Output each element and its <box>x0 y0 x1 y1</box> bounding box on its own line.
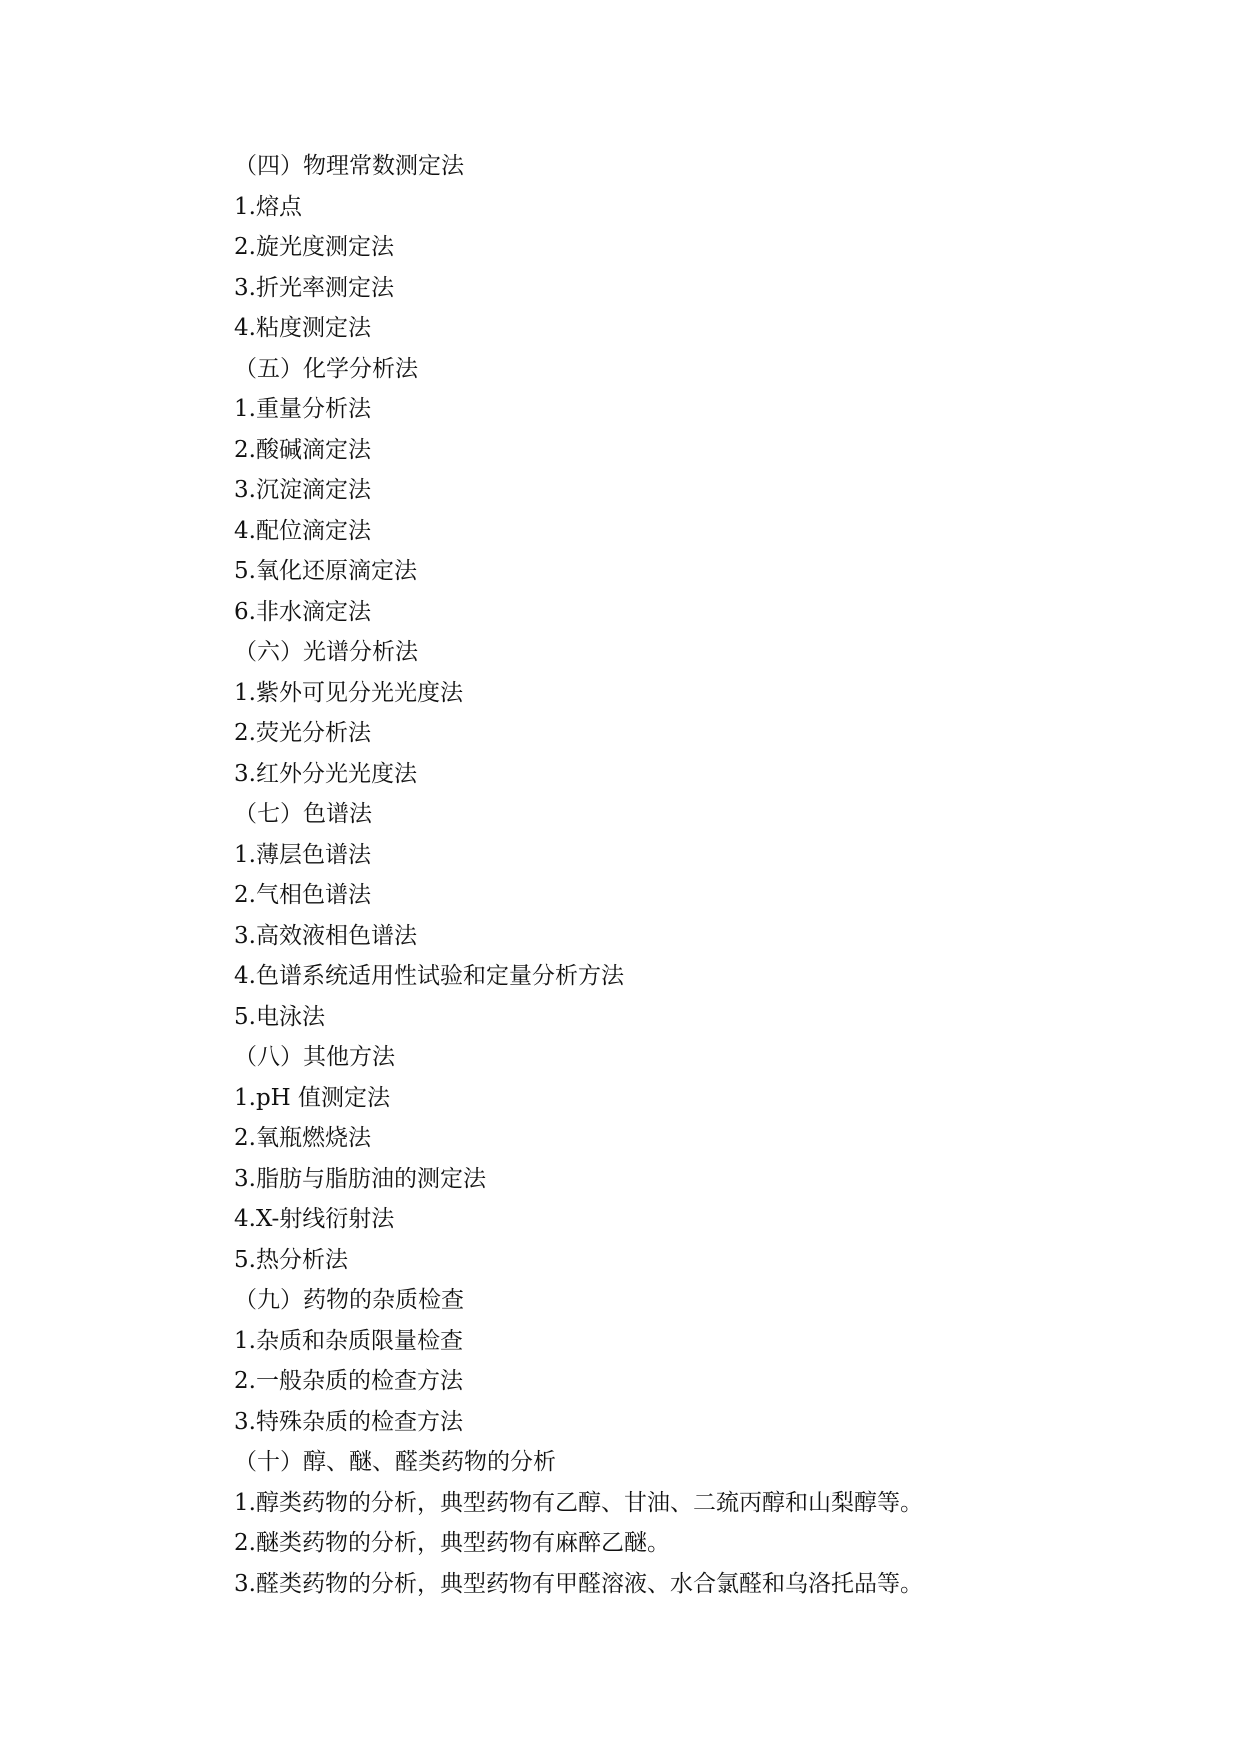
list-item: 2.醚类药物的分析，典型药物有麻醉乙醚。 <box>234 1530 670 1556</box>
section-heading-6: （六）光谱分析法 <box>234 639 418 665</box>
section-heading-10: （十）醇、醚、醛类药物的分析 <box>234 1449 556 1475</box>
list-item: 2.旋光度测定法 <box>234 234 394 260</box>
list-item: 3.高效液相色谱法 <box>234 922 417 949</box>
list-item: 3.醛类药物的分析，典型药物有甲醛溶液、水合氯醛和乌洛托品等。 <box>234 1570 923 1597</box>
list-item: 2.一般杂质的检查方法 <box>234 1368 463 1394</box>
list-item: 5.热分析法 <box>234 1246 348 1273</box>
list-item: 6.非水滴定法 <box>234 598 371 625</box>
list-item: 2.荧光分析法 <box>234 720 371 746</box>
list-item: 4.色谱系统适用性试验和定量分析方法 <box>234 963 624 989</box>
list-item: 3.沉淀滴定法 <box>234 477 371 503</box>
list-item: 4.粘度测定法 <box>234 315 371 341</box>
list-item: 3.折光率测定法 <box>234 274 394 301</box>
list-item: 2.氧瓶燃烧法 <box>234 1125 371 1151</box>
list-item: 4.X-射线衍射法 <box>234 1206 395 1232</box>
list-item: 2.气相色谱法 <box>234 882 371 908</box>
list-item: 1.熔点 <box>234 193 302 220</box>
document-body <box>234 146 1134 1604</box>
list-item: 5.电泳法 <box>234 1003 325 1030</box>
list-item: 3.特殊杂质的检查方法 <box>234 1408 463 1435</box>
list-item: 2.酸碱滴定法 <box>234 436 371 463</box>
list-item: 1.pH 值测定法 <box>234 1084 391 1111</box>
section-heading-4: （四）物理常数测定法 <box>234 153 464 179</box>
section-heading-5: （五）化学分析法 <box>234 355 418 382</box>
list-item: 1.醇类药物的分析，典型药物有乙醇、甘油、二巯丙醇和山梨醇等。 <box>234 1489 923 1516</box>
section-heading-9: （九）药物的杂质检查 <box>234 1287 464 1313</box>
list-item: 3.脂肪与脂肪油的测定法 <box>234 1165 486 1192</box>
list-item: 5.氧化还原滴定法 <box>234 558 417 584</box>
list-item: 1.重量分析法 <box>234 396 371 422</box>
list-item: 4.配位滴定法 <box>234 517 371 544</box>
list-item: 1.紫外可见分光光度法 <box>234 679 463 706</box>
list-item: 3.红外分光光度法 <box>234 760 417 787</box>
section-heading-8: （八）其他方法 <box>234 1044 395 1070</box>
list-item: 1.薄层色谱法 <box>234 841 371 868</box>
list-item: 1.杂质和杂质限量检查 <box>234 1327 463 1354</box>
section-heading-7: （七）色谱法 <box>234 801 372 827</box>
